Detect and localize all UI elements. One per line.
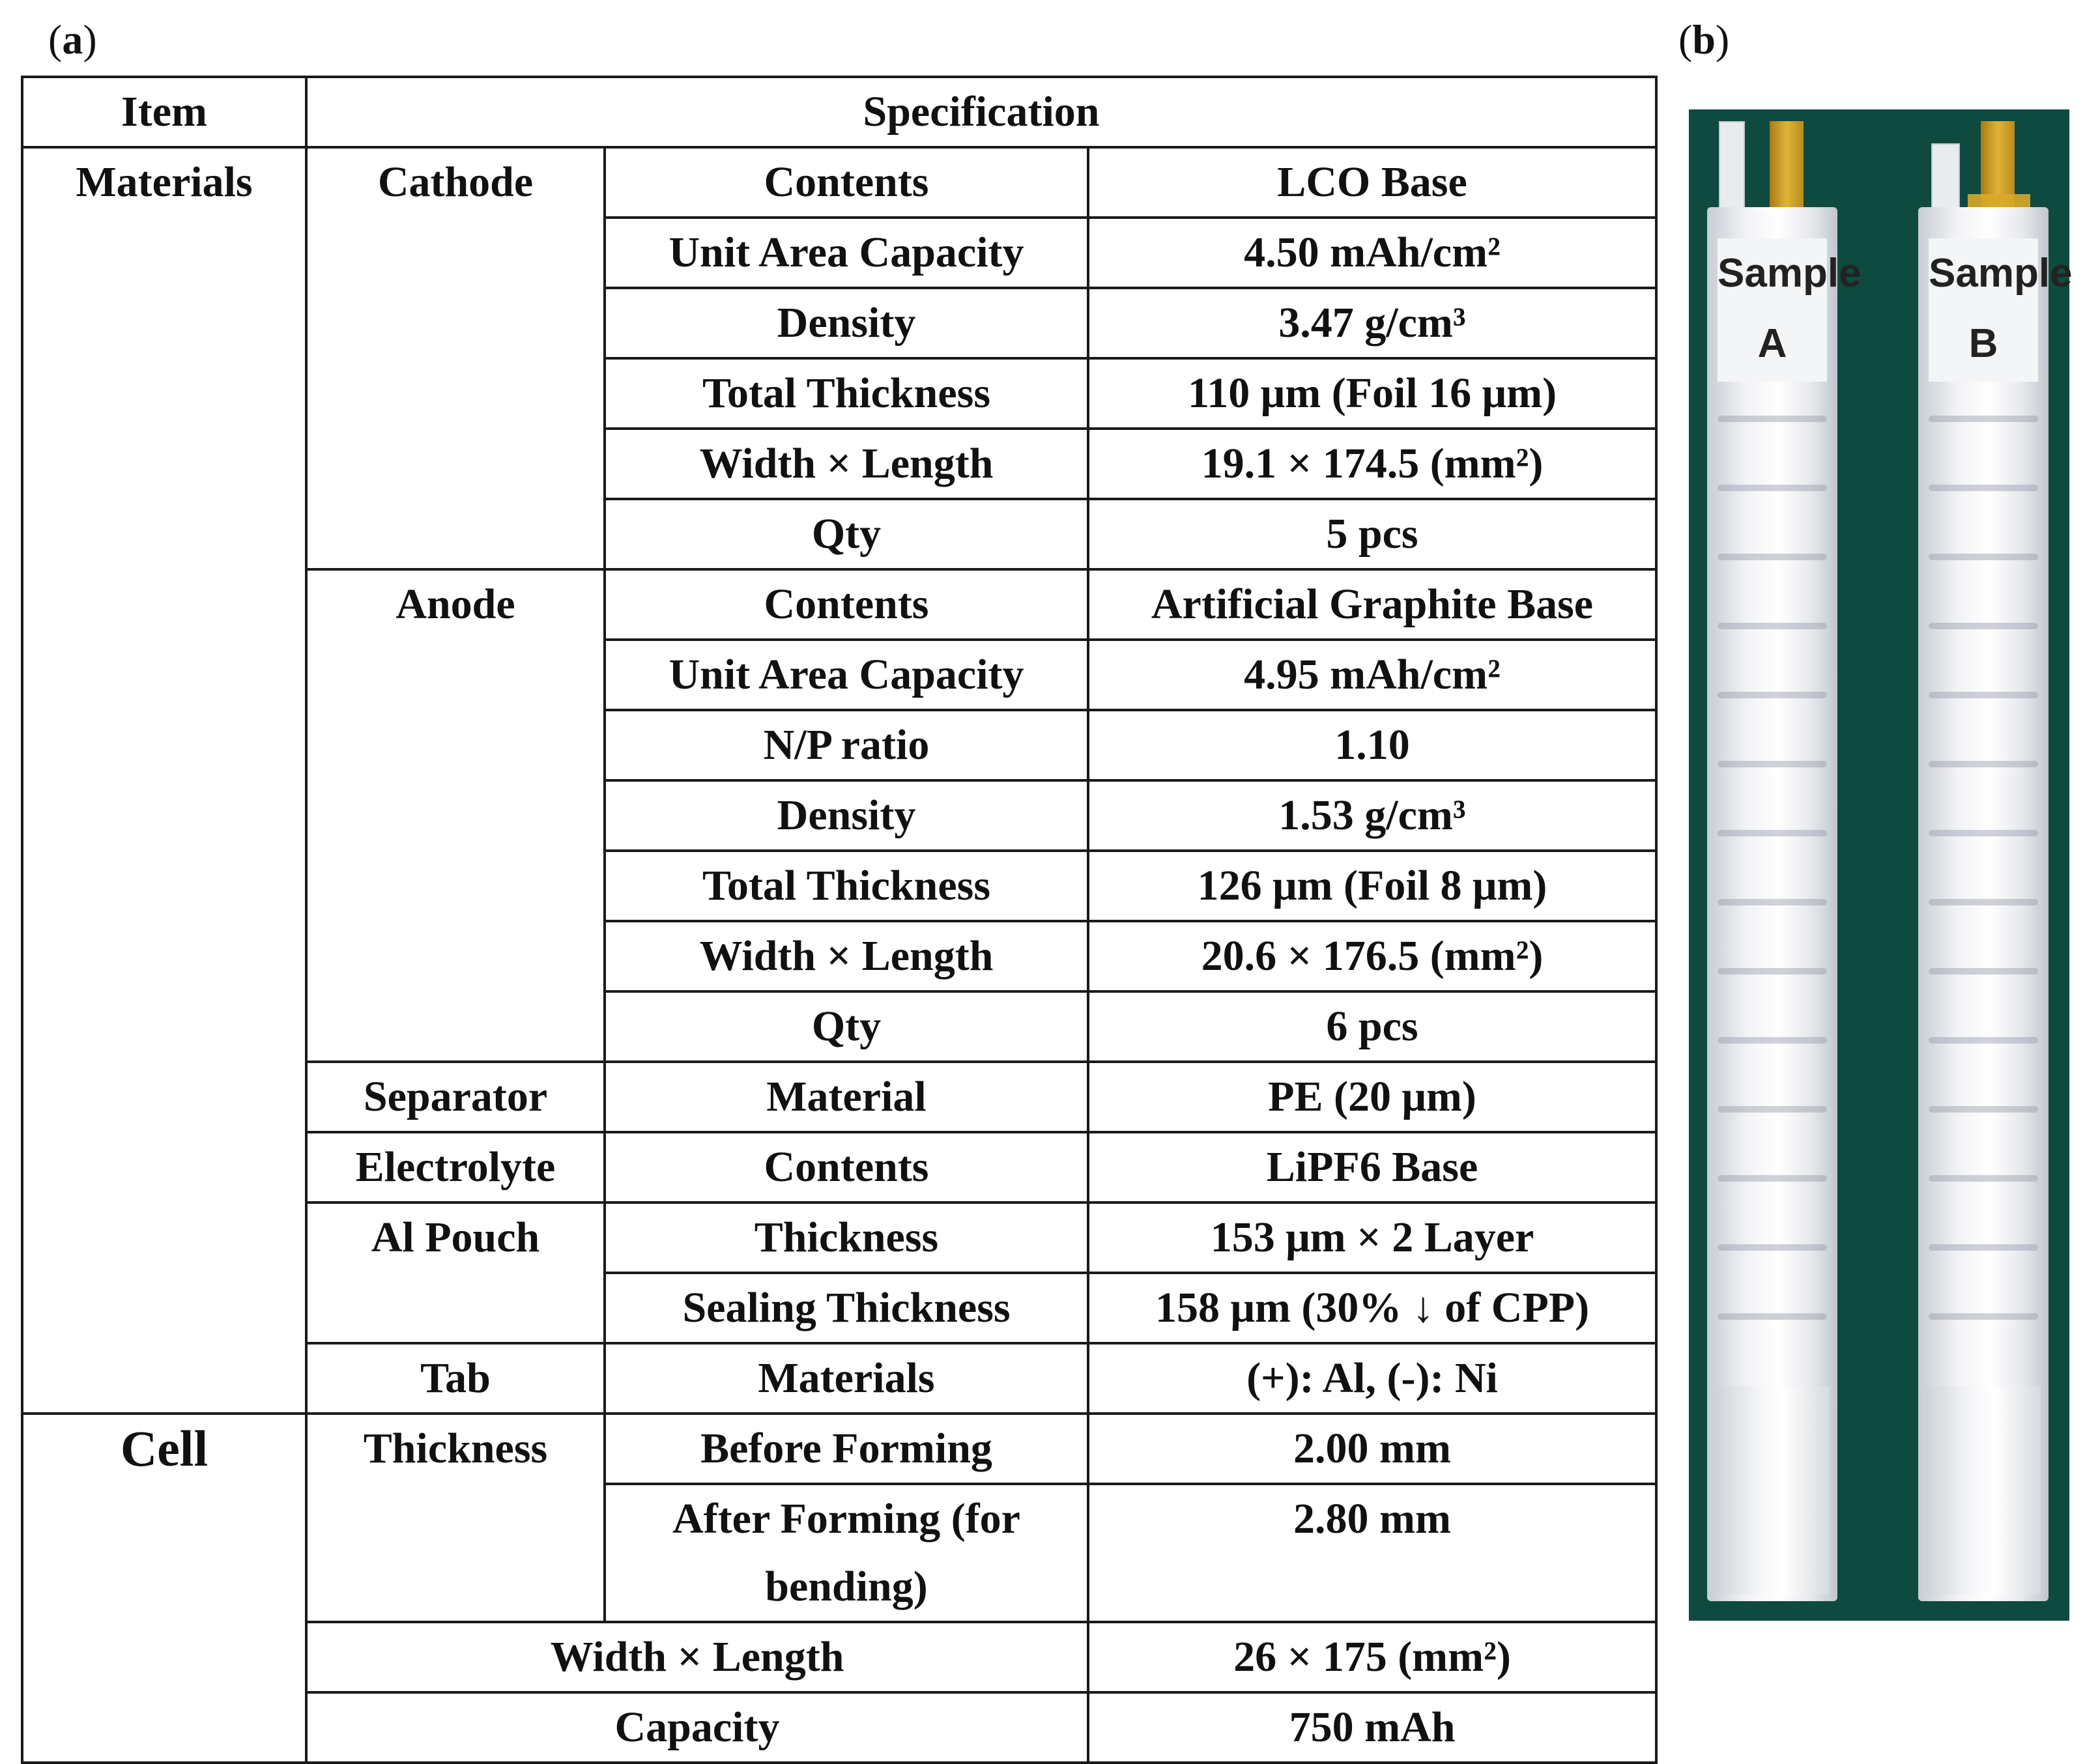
pouch-rib <box>1718 1175 1827 1182</box>
pouch-rib <box>1929 968 2038 974</box>
pouch-rib <box>1929 1244 2038 1251</box>
spec-value: 2.00 mm <box>1088 1414 1656 1484</box>
item-cell: Cell <box>22 1414 306 1763</box>
spec-name: Density <box>605 288 1088 358</box>
table-header-row <box>22 77 1656 147</box>
spec-value: 158 μm (30% ↓ of CPP) <box>1088 1273 1656 1343</box>
spec-value: 750 mAh <box>1088 1692 1656 1763</box>
battery-photo <box>1689 109 2073 1621</box>
pouch-rib <box>1929 1037 2038 1044</box>
spec-name: Qty <box>605 991 1088 1062</box>
spec-value: 1.53 g/cm³ <box>1088 780 1656 851</box>
spec-name: Material <box>605 1062 1088 1132</box>
spec-name: Qty <box>605 499 1088 569</box>
pouch-rib <box>1718 623 1827 629</box>
spec-name: Total Thickness <box>605 851 1088 921</box>
table-row <box>22 147 1656 218</box>
spec-value: 6 pcs <box>1088 991 1656 1062</box>
tab-gold-a <box>1770 121 1804 219</box>
sample-a-cell <box>1707 109 1862 1621</box>
spec-value: 4.50 mAh/cm² <box>1088 218 1656 288</box>
spec-name: Contents <box>605 147 1088 218</box>
spec-name: Thickness <box>605 1202 1088 1273</box>
spec-value: 5 pcs <box>1088 499 1656 569</box>
pouch-rib <box>1718 830 1827 836</box>
spec-value: 20.6 × 176.5 (mm²) <box>1088 921 1656 991</box>
spec-name: Materials <box>605 1343 1088 1414</box>
spec-name: Contents <box>605 569 1088 640</box>
pouch-rib <box>1929 761 2038 767</box>
spec-name: Total Thickness <box>605 358 1088 429</box>
spec-value: LCO Base <box>1088 147 1656 218</box>
pouch-rib <box>1929 485 2038 491</box>
sample-a-label: Sample A <box>1718 238 1827 382</box>
pouch-rib <box>1718 761 1827 767</box>
pouch-rib <box>1929 692 2038 698</box>
pouch-rib <box>1929 1106 2038 1113</box>
panel-label-a: (a) <box>48 16 97 63</box>
spec-value: LiPF6 Base <box>1088 1132 1656 1202</box>
group-tab: Tab <box>306 1343 605 1414</box>
group-separator: Separator <box>306 1062 605 1132</box>
group-anode: Anode <box>306 569 605 1062</box>
pouch-rib <box>1718 968 1827 974</box>
spec-value: 126 μm (Foil 8 μm) <box>1088 851 1656 921</box>
spec-value: PE (20 μm) <box>1088 1062 1656 1132</box>
item-materials: Materials <box>22 147 306 1414</box>
tab-white-a <box>1719 121 1745 221</box>
spec-value: 1.10 <box>1088 710 1656 780</box>
spec-name: Sealing Thickness <box>605 1273 1088 1343</box>
spec-name: N/P ratio <box>605 710 1088 780</box>
pouch-sealed-end <box>1926 1386 2041 1595</box>
header-specification: Specification <box>306 77 1656 147</box>
group-thickness: Thickness <box>306 1414 605 1622</box>
pouch-rib <box>1718 485 1827 491</box>
spec-name: Capacity <box>306 1692 1088 1763</box>
spec-value: (+): Al, (-): Ni <box>1088 1343 1656 1414</box>
panel-label-b: (b) <box>1678 16 1730 63</box>
pouch-rib <box>1718 554 1827 560</box>
spec-name: Width × Length <box>605 921 1088 991</box>
spec-name: Unit Area Capacity <box>605 218 1088 288</box>
specification-table <box>21 76 1658 1764</box>
spec-name: Before Forming <box>605 1414 1088 1484</box>
pouch-rib <box>1929 1313 2038 1320</box>
group-al-pouch: Al Pouch <box>306 1202 605 1343</box>
spec-value: Artificial Graphite Base <box>1088 569 1656 640</box>
pouch-rib <box>1718 416 1827 422</box>
sample-b-label: Sample B <box>1929 238 2038 382</box>
pouch-sealed-end <box>1715 1386 1830 1595</box>
pouch-rib <box>1929 830 2038 836</box>
spec-name: Width × Length <box>306 1622 1088 1692</box>
pouch-rib <box>1718 1313 1827 1320</box>
spec-value: 4.95 mAh/cm² <box>1088 640 1656 710</box>
spec-value: 26 × 175 (mm²) <box>1088 1622 1656 1692</box>
spec-value: 19.1 × 174.5 (mm²) <box>1088 429 1656 499</box>
group-electrolyte: Electrolyte <box>306 1132 605 1202</box>
pouch-rib <box>1718 899 1827 905</box>
table-row <box>22 1414 1656 1484</box>
spec-name: Contents <box>605 1132 1088 1202</box>
pouch-rib <box>1718 1037 1827 1044</box>
spec-name: After Forming (for bending) <box>605 1484 1088 1622</box>
group-cathode: Cathode <box>306 147 605 569</box>
header-item: Item <box>22 77 306 147</box>
spec-name: Width × Length <box>605 429 1088 499</box>
pouch-rib <box>1718 1106 1827 1113</box>
spec-name: Unit Area Capacity <box>605 640 1088 710</box>
spec-value: 153 μm × 2 Layer <box>1088 1202 1656 1273</box>
spec-name: Density <box>605 780 1088 851</box>
pouch-rib <box>1718 692 1827 698</box>
pouch-rib <box>1929 554 2038 560</box>
spec-value: 2.80 mm <box>1088 1484 1656 1622</box>
pouch-rib <box>1929 1175 2038 1182</box>
pouch-rib <box>1929 416 2038 422</box>
spec-value: 110 μm (Foil 16 μm) <box>1088 358 1656 429</box>
spec-value: 3.47 g/cm³ <box>1088 288 1656 358</box>
pouch-rib <box>1929 899 2038 905</box>
sample-b-cell <box>1918 109 2073 1621</box>
pouch-rib <box>1718 1244 1827 1251</box>
pouch-rib <box>1929 623 2038 629</box>
